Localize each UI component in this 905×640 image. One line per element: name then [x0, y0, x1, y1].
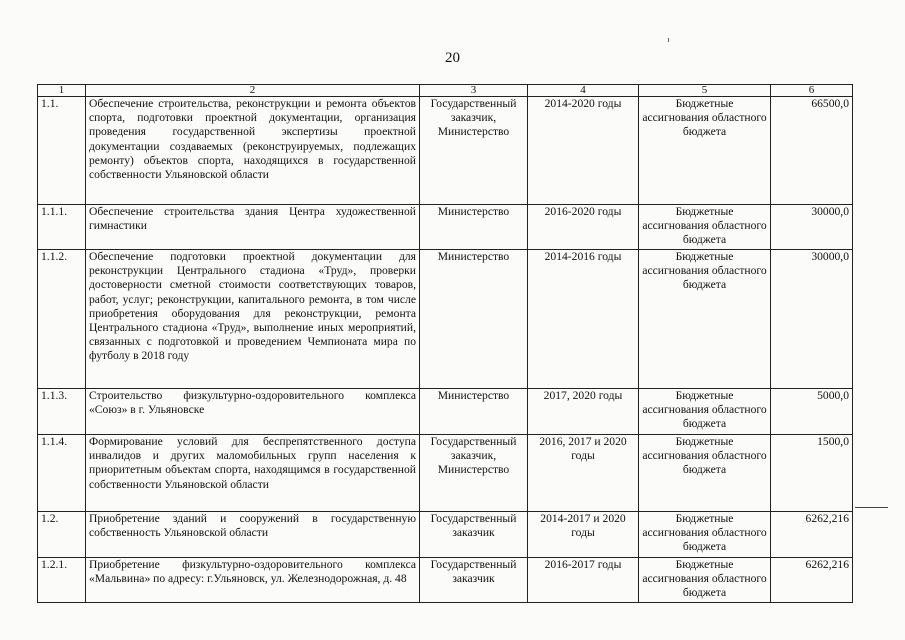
item-number: 1.1.	[38, 97, 86, 205]
item-customer: Государственный заказчик, Министерство	[420, 97, 528, 205]
item-description: Обеспечение подготовки проектной документации для реконструкции Центрального стадиона «Труд», проверки достоверности сметной стоимости соответствующих товаров, работ, услуг; реконструкции, капитального ремонта, в том числе приобретения оборудования для реконструкции, ремонта Центрального стадиона «Труд», выполнение иных мероприятий, связанных с подготовкой и проведением Чемпионата мира по футболу в 2018 году	[86, 250, 420, 389]
item-customer: Министерство	[420, 389, 528, 435]
item-description: Приобретение физкультурно-оздоровительного комплекса «Мальвина» по адресу: г.Ульяновск, ул. Железнодорожная, д. 48	[86, 558, 420, 603]
table-row	[38, 389, 853, 435]
program-table	[37, 84, 853, 603]
item-description: Формирование условий для беспрепятственного доступа инвалидов и других маломобильных групп населения к приоритетным объектам спорта, находящимся в государственной собственности Ульяновской области	[86, 435, 420, 512]
scan-artifact	[668, 38, 669, 42]
item-number: 1.1.2.	[38, 250, 86, 389]
table-row	[38, 250, 853, 389]
item-amount: 6262,216	[771, 558, 853, 603]
item-amount: 6262,216	[771, 512, 853, 558]
item-number: 1.2.1.	[38, 558, 86, 603]
item-period: 2016-2017 годы	[528, 558, 639, 603]
table-row	[38, 558, 853, 603]
item-number: 1.2.	[38, 512, 86, 558]
table-row	[38, 97, 853, 205]
item-funding-source: Бюджетные ассигнования областного бюджета	[639, 97, 771, 205]
item-customer: Государственный заказчик	[420, 558, 528, 603]
column-header-1: 1	[38, 85, 86, 97]
item-funding-source: Бюджетные ассигнования областного бюджета	[639, 250, 771, 389]
item-amount: 5000,0	[771, 389, 853, 435]
item-period: 2016-2020 годы	[528, 205, 639, 250]
header-row	[38, 85, 853, 97]
item-amount: 1500,0	[771, 435, 853, 512]
column-header-5: 5	[639, 85, 771, 97]
item-customer: Государственный заказчик, Министерство	[420, 435, 528, 512]
item-period: 2014-2016 годы	[528, 250, 639, 389]
item-description: Приобретение зданий и сооружений в государственную собственность Ульяновской области	[86, 512, 420, 558]
item-amount: 30000,0	[771, 205, 853, 250]
table-row	[38, 435, 853, 512]
table-row	[38, 205, 853, 250]
item-number: 1.1.4.	[38, 435, 86, 512]
item-funding-source: Бюджетные ассигнования областного бюджета	[639, 205, 771, 250]
item-period: 2016, 2017 и 2020 годы	[528, 435, 639, 512]
item-number: 1.1.3.	[38, 389, 86, 435]
table-header	[38, 85, 853, 97]
item-period: 2014-2017 и 2020 годы	[528, 512, 639, 558]
item-customer: Министерство	[420, 250, 528, 389]
item-period: 2014-2020 годы	[528, 97, 639, 205]
item-funding-source: Бюджетные ассигнования областного бюджета	[639, 435, 771, 512]
item-customer: Министерство	[420, 205, 528, 250]
scan-artifact	[855, 507, 888, 508]
item-amount: 66500,0	[771, 97, 853, 205]
table-body	[38, 97, 853, 603]
item-funding-source: Бюджетные ассигнования областного бюджета	[639, 512, 771, 558]
column-header-6: 6	[771, 85, 853, 97]
table-row	[38, 512, 853, 558]
column-header-4: 4	[528, 85, 639, 97]
item-funding-source: Бюджетные ассигнования областного бюджета	[639, 389, 771, 435]
item-customer: Государственный заказчик	[420, 512, 528, 558]
item-amount: 30000,0	[771, 250, 853, 389]
item-description: Обеспечение строительства, реконструкции и ремонта объектов спорта, подготовки проектной документации, организация проведения государственной экспертизы проектной документации создаваемых (реконструируемых, подлежащих ремонту) объектов спорта, находящихся в государственной собственности Ульяновской области	[86, 97, 420, 205]
column-header-2: 2	[86, 85, 420, 97]
page-number: 20	[445, 50, 460, 66]
item-funding-source: Бюджетные ассигнования областного бюджета	[639, 558, 771, 603]
item-description: Строительство физкультурно-оздоровительного комплекса «Союз» в г. Ульяновске	[86, 389, 420, 435]
item-period: 2017, 2020 годы	[528, 389, 639, 435]
item-number: 1.1.1.	[38, 205, 86, 250]
item-description: Обеспечение строительства здания Центра художественной гимнастики	[86, 205, 420, 250]
column-header-3: 3	[420, 85, 528, 97]
